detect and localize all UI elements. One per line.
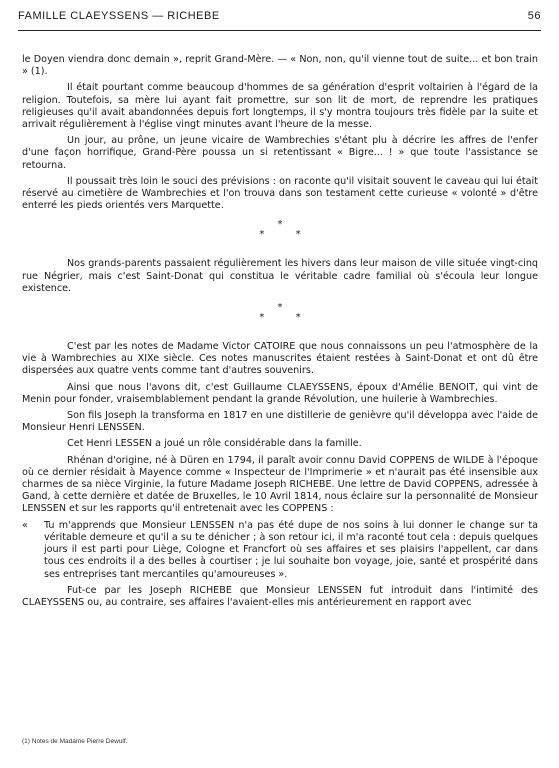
paragraph-7: Ainsi que nous l'avons dit, c'est Guillaume CLAEYSSENS, époux d'Amélie BENOIT, qui vint de Menin pour fonder, vraisemblablement pendant la grande Révolution, une huilerie à Wambrechies. <box>22 381 538 405</box>
paragraph-12: Fut-ce par les Joseph RICHEBE que Monsieur LENSSEN fut introduit dans l'intimité des CLAEYSSENS ou, au contraire, ses affaires l'avaient-elles mis antérieurement en rapport avec <box>22 584 538 608</box>
paragraph-8: Son fils Joseph la transforma en 1817 en une distillerie de genièvre qu'il développa avec l'aide de Monsieur Henri LENSSEN. <box>22 410 538 434</box>
separator-star-top-2: * <box>277 302 283 314</box>
paragraph-2: Il était pourtant comme beaucoup d'hommes de sa génération d'esprit voltairien à l'égard de la religion. Toutefois, sa mère lui ayant fait promettre, sur son lit de mort, de reprendre les pratiques religieuses qu'il avait abandonnées depuis fort longtemps, il s'y montra toujours très fidèle par la suite et arrivait régulièrement à l'église vingt minutes avant l'heure de la messe. <box>22 82 538 131</box>
separator-star-top: * <box>277 219 283 231</box>
footnote: (1) Notes de Madame Pierre Dewulf. <box>22 738 128 745</box>
section-separator <box>22 220 538 240</box>
separator-star-bottom: * * <box>259 229 315 241</box>
running-title: FAMILLE CLAEYSSENS — RICHEBE <box>18 10 220 22</box>
paragraph-1: le Doyen viendra donc demain », reprit Grand-Mère. — « Non, non, qu'il vienne tout de suite... et bon train » (1). <box>22 54 538 78</box>
letter-quote <box>22 520 538 581</box>
page-header <box>18 10 541 22</box>
header-rule <box>18 30 541 31</box>
page-number: 56 <box>527 10 541 22</box>
page-body <box>22 54 538 613</box>
paragraph-4: Il poussait très loin le souci des prévisions : on raconte qu'il visitait souvent le caveau qui lui était réservé au cimetière de Wambrechies et l'on trouva dans son testament cette curieuse « volonté » d'être enterré les pieds orientés vers Marquette. <box>22 175 538 212</box>
paragraph-3: Un jour, au prône, un jeune vicaire de Wambrechies s'étant plu à décrire les affres de l'enfer d'une façon horrifique, Grand-Père poussa un si retentissant « Bigre... ! » que toute l'assistance se retourna. <box>22 135 538 171</box>
section-separator-2 <box>22 303 538 323</box>
paragraph-5: Nos grands-parents passaient régulièrement les hivers dans leur maison de ville située vingt-cinq rue Négrier, mais c'est Saint-Donat qui constitua le véritable cadre familial où s'écoula leur longue existence. <box>22 258 538 294</box>
quote-mark: « <box>22 519 28 531</box>
paragraph-10: Rhénan d'origine, né à Düren en 1794, il paraît avoir connu David COPPENS de WILDE à l'époque où ce dernier résidait à Mayence comme « Inspecteur de l'Imprimerie » et n'aurait pas été insensible aux charmes de sa nièce Virginie, la future Madame Joseph RICHEBE. Une lettre de David COPPENS, adressée à Gand, à cette dernière et datée de Bruxelles, le 10 Avril 1814, nous éclaire sur la personnalité de Monsieur LENSSEN et sur les rapports qu'il entretenait avec les COPPENS : <box>22 454 538 515</box>
separator-star-bottom-2: * * <box>259 312 315 324</box>
paragraph-6: C'est par les notes de Madame Victor CATOIRE que nous connaissons un peu l'atmosphère de la vie à Wambrechies au XIXe siècle. Ces notes manuscrites étaient restées à Saint-Donat et ont dû être dispersées aux quatre vents comme tant d'autres souvenirs. <box>22 341 538 377</box>
letter-quote-text: Tu m'apprends que Monsieur LENSSEN n'a pas été dupe de nos soins à lui donner le change sur ta véritable demeure et qu'il a su te dénicher ; à son retour ici, il m'a raconté tout cela : depuis quelques jours il est parti pour Liège, Cologne et Francfort où ses affaires et ses plaisirs l'appellent, car dans tous ces endroits il a des belles à courtiser ; je lui souhaite bon voyage, joie, santé et prospérité dans ses entreprises tant mercantiles qu'amoureuses ». <box>44 519 538 580</box>
paragraph-9: Cet Henri LESSEN a joué un rôle considérable dans la famille. <box>67 438 362 450</box>
